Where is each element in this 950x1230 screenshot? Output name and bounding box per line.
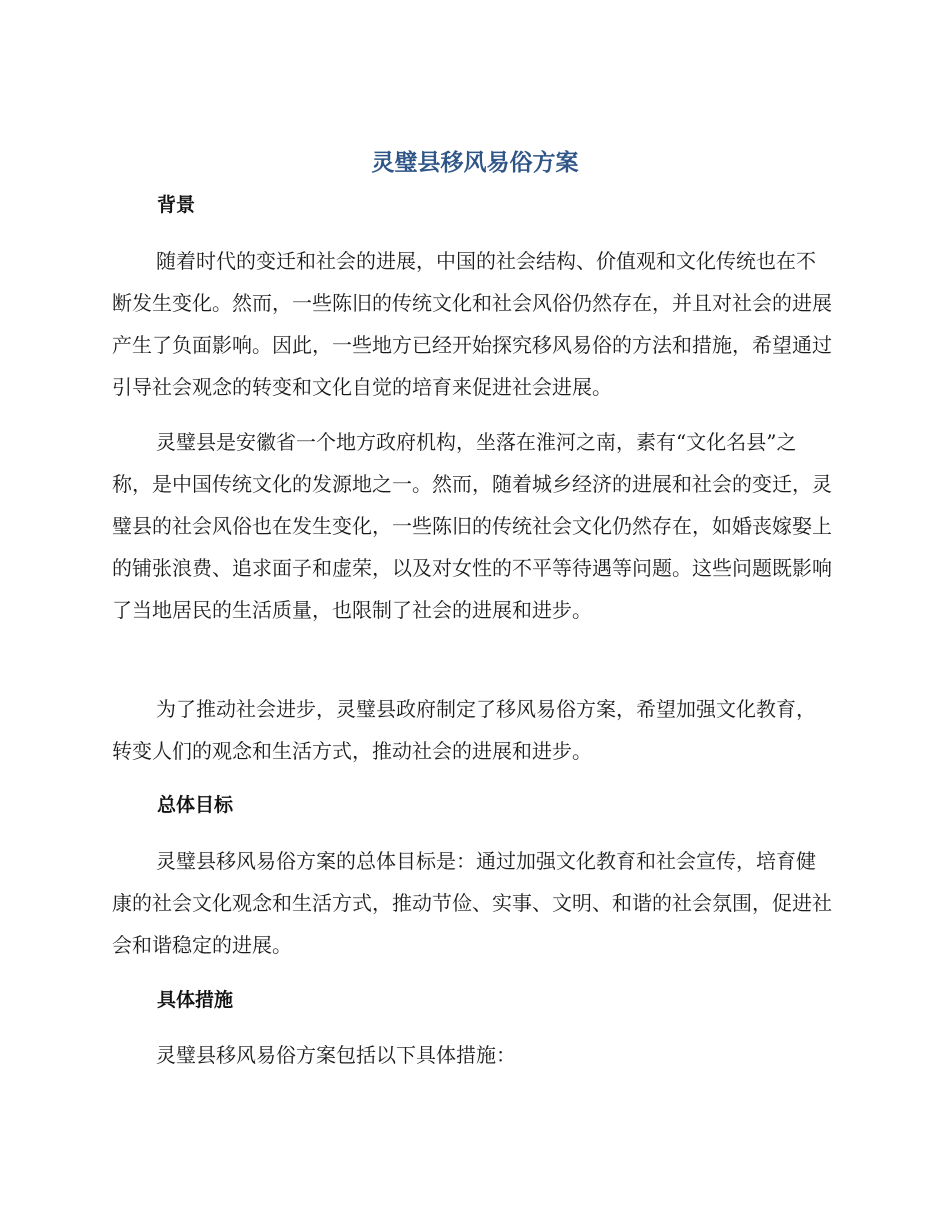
paragraph-background-3: 为了推动社会进步，灵璧县政府制定了移风易俗方案，希望加强文化教育，转变人们的观念和生活方式，推动社会的进展和进步。: [112, 697, 816, 763]
document-title: 灵璧县移风易俗方案: [371, 150, 579, 176]
section-heading-specific-measures: 具体措施: [157, 989, 234, 1011]
section-heading-overall-goal: 总体目标: [157, 794, 234, 816]
section-heading-background: 背景: [157, 194, 196, 216]
paragraph-specific-measures: 灵璧县移风易俗方案包括以下具体措施：: [156, 1043, 516, 1067]
paragraph-overall-goal: 灵璧县移风易俗方案的总体目标是：通过加强文化教育和社会宣传，培育健康的社会文化观念和生活方式，推动节俭、实事、文明、和谐的社会氛围，促进社会和谐稳定的进展。: [112, 849, 832, 957]
paragraph-background-1: 随着时代的变迁和社会的进展，中国的社会结构、价值观和文化传统也在不断发生变化。然而，一些陈旧的传统文化和社会风俗仍然存在，并且对社会的进展产生了负面影响。因此，一些地方已经开始探究移风易俗的方法和措施，希望通过引导社会观念的转变和文化自觉的培育来促进社会进展。: [112, 249, 832, 399]
paragraph-background-2: 灵璧县是安徽省一个地方政府机构，坐落在淮河之南，素有“文化名县”之称，是中国传统文化的发源地之一。然而，随着城乡经济的进展和社会的变迁，灵璧县的社会风俗也在发生变化，一些陈旧的传统社会文化仍然存在，如婚丧嫁娶上的铺张浪费、追求面子和虚荣，以及对女性的不平等待遇等问题。这些问题既影响了当地居民的生活质量，也限制了社会的进展和进步。: [112, 430, 832, 622]
